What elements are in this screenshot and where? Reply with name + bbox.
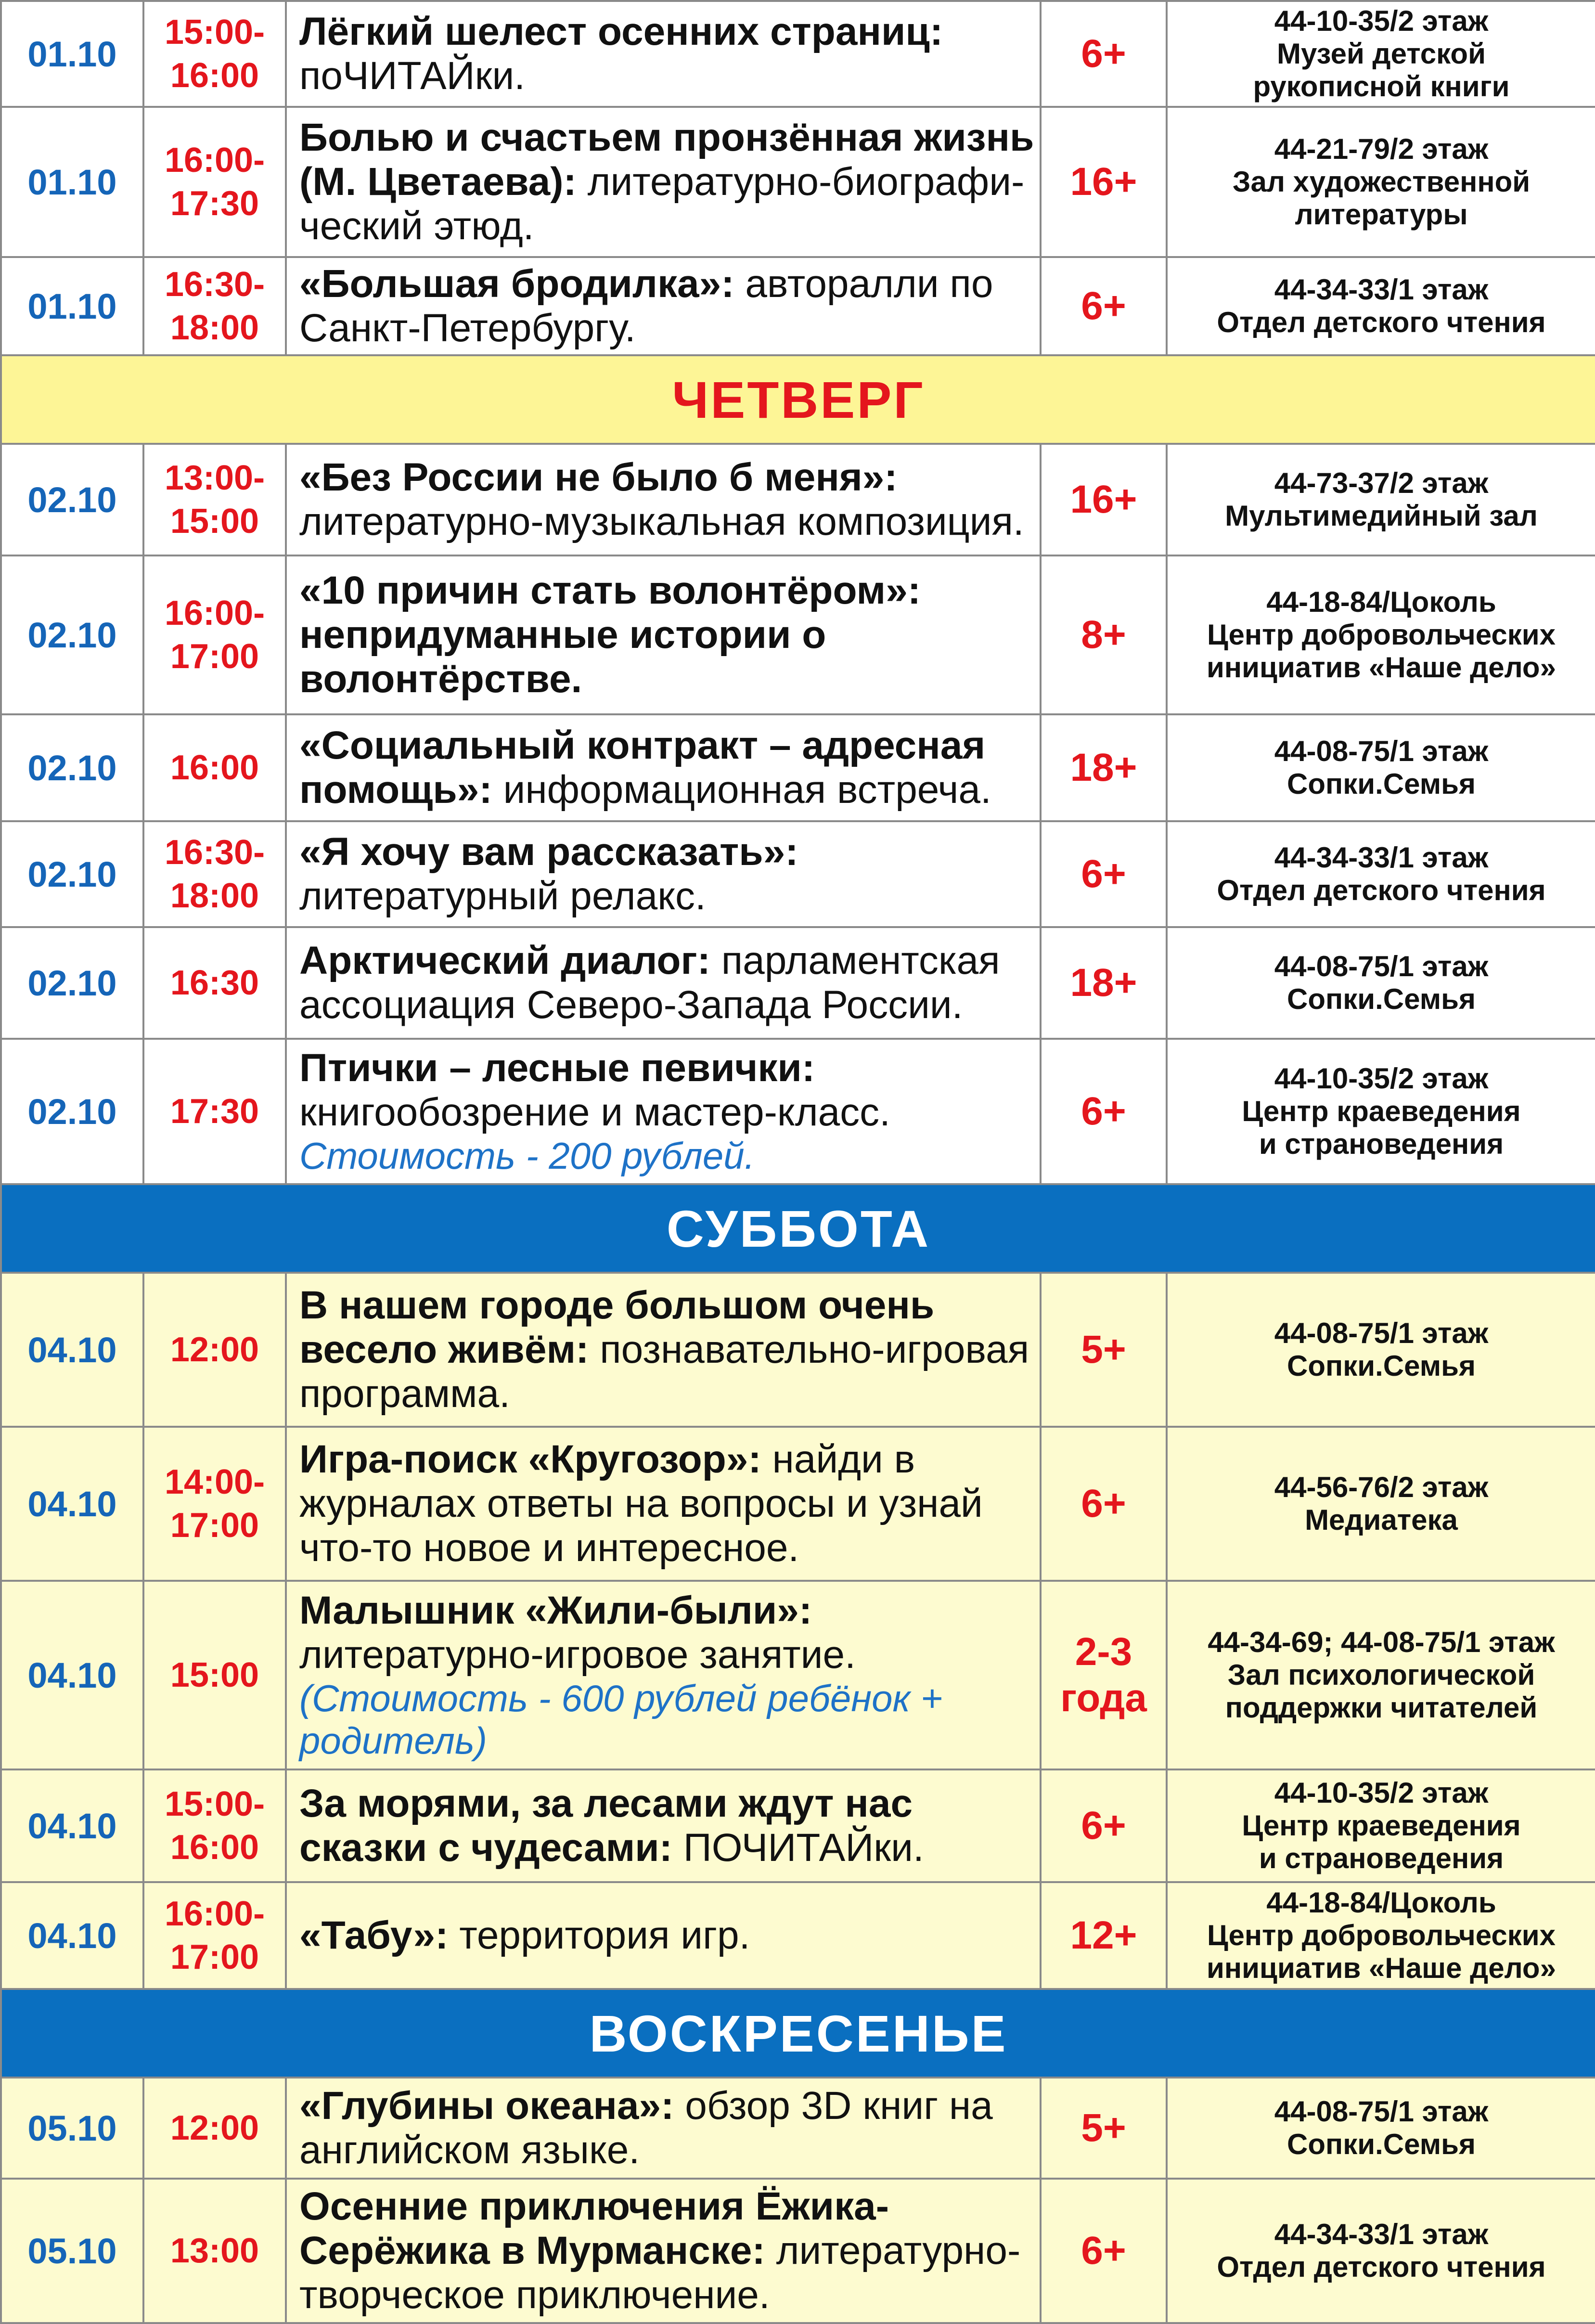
day-header-row xyxy=(1,1184,1595,1273)
age-rating: 2-3 года xyxy=(1041,1581,1167,1769)
price-note: Стоимость - 200 рублей. xyxy=(299,1135,755,1177)
event-description: Осенние приключения Ёжика-Серёжика в Мурманске: литературно-творческое приключение. xyxy=(286,2179,1041,2323)
age-rating: 18+ xyxy=(1041,927,1167,1039)
event-date: 01.10 xyxy=(1,257,143,355)
age-rating: 18+ xyxy=(1041,714,1167,821)
event-date: 02.10 xyxy=(1,1039,143,1184)
event-date: 01.10 xyxy=(1,1,143,107)
age-rating: 5+ xyxy=(1041,2078,1167,2179)
event-date: 04.10 xyxy=(1,1581,143,1769)
event-description: За морями, за лесами ждут нас сказки с чудесами: ПОЧИТАЙки. xyxy=(286,1769,1041,1882)
event-time: 15:00- 16:00 xyxy=(143,1769,286,1882)
event-time: 15:00- 16:00 xyxy=(143,1,286,107)
age-rating: 6+ xyxy=(1041,1,1167,107)
event-description: «10 причин стать волонтёром»: непридуманные истории о волонтёрстве. xyxy=(286,555,1041,714)
table-row xyxy=(1,1882,1595,1989)
table-row xyxy=(1,1273,1595,1427)
table-row xyxy=(1,1769,1595,1882)
event-location: 44-73-37/2 этаж Мультимедийный зал xyxy=(1167,444,1595,555)
event-date: 02.10 xyxy=(1,555,143,714)
event-description: В нашем городе большом очень весело живём: познавательно-игровая программа. xyxy=(286,1273,1041,1427)
table-row xyxy=(1,1427,1595,1581)
table-row xyxy=(1,2078,1595,2179)
event-date: 04.10 xyxy=(1,1769,143,1882)
event-description: Лёгкий шелест осенних страниц: поЧИТАЙки. xyxy=(286,1,1041,107)
event-location: 44-08-75/1 этаж Сопки.Семья xyxy=(1167,1273,1595,1427)
event-location: 44-34-33/1 этаж Отдел детского чтения xyxy=(1167,257,1595,355)
age-rating: 16+ xyxy=(1041,107,1167,257)
event-description: «Социальный контракт – адресная помощь»: информационная встреча. xyxy=(286,714,1041,821)
day-header-sunday: ВОСКРЕСЕНЬЕ xyxy=(1,1989,1595,2078)
table-row xyxy=(1,1039,1595,1184)
event-date: 04.10 xyxy=(1,1273,143,1427)
age-rating: 6+ xyxy=(1041,257,1167,355)
age-rating: 6+ xyxy=(1041,1427,1167,1581)
day-header-row xyxy=(1,1989,1595,2078)
table-row xyxy=(1,927,1595,1039)
table-row xyxy=(1,821,1595,927)
event-location: 44-34-33/1 этаж Отдел детского чтения xyxy=(1167,821,1595,927)
age-rating: 8+ xyxy=(1041,555,1167,714)
event-location: 44-08-75/1 этаж Сопки.Семья xyxy=(1167,714,1595,821)
event-time: 12:00 xyxy=(143,1273,286,1427)
event-time: 16:00- 17:00 xyxy=(143,1882,286,1989)
age-rating: 6+ xyxy=(1041,821,1167,927)
event-date: 01.10 xyxy=(1,107,143,257)
event-description: «Большая бродилка»: авторалли по Санкт-Петербургу. xyxy=(286,257,1041,355)
event-description: Малышник «Жили-были»: литературно-игровое занятие. (Стоимость - 600 рублей ребёнок + родитель) xyxy=(286,1581,1041,1769)
event-location: 44-10-35/2 этаж Центр краеведения и страноведения xyxy=(1167,1039,1595,1184)
event-date: 04.10 xyxy=(1,1427,143,1581)
age-rating: 5+ xyxy=(1041,1273,1167,1427)
event-date: 02.10 xyxy=(1,821,143,927)
event-location: 44-56-76/2 этаж Медиатека xyxy=(1167,1427,1595,1581)
event-location: 44-08-75/1 этаж Сопки.Семья xyxy=(1167,927,1595,1039)
table-row xyxy=(1,257,1595,355)
event-date: 02.10 xyxy=(1,444,143,555)
event-description: «Глубины океана»: обзор 3D книг на английском языке. xyxy=(286,2078,1041,2179)
day-header-thursday: ЧЕТВЕРГ xyxy=(1,355,1595,444)
event-date: 04.10 xyxy=(1,1882,143,1989)
age-rating: 16+ xyxy=(1041,444,1167,555)
table-row xyxy=(1,2179,1595,2323)
event-description: «Я хочу вам рассказать»: литературный релакс. xyxy=(286,821,1041,927)
table-row xyxy=(1,107,1595,257)
age-rating: 12+ xyxy=(1041,1882,1167,1989)
table-row xyxy=(1,555,1595,714)
event-time: 16:30- 18:00 xyxy=(143,821,286,927)
event-time: 15:00 xyxy=(143,1581,286,1769)
age-rating: 6+ xyxy=(1041,1769,1167,1882)
event-description: Болью и счастьем пронзённая жизнь (М. Цветаева): литературно-биографи-ческий этюд. xyxy=(286,107,1041,257)
event-date: 02.10 xyxy=(1,927,143,1039)
event-location: 44-18-84/Цоколь Центр добровольческих инициатив «Наше дело» xyxy=(1167,555,1595,714)
event-location: 44-10-35/2 этаж Музей детской рукописной книги xyxy=(1167,1,1595,107)
age-rating: 6+ xyxy=(1041,1039,1167,1184)
day-header-saturday: СУББОТА xyxy=(1,1184,1595,1273)
event-location: 44-10-35/2 этаж Центр краеведения и страноведения xyxy=(1167,1769,1595,1882)
event-time: 16:00- 17:00 xyxy=(143,555,286,714)
event-location: 44-08-75/1 этаж Сопки.Семья xyxy=(1167,2078,1595,2179)
day-header-row xyxy=(1,355,1595,444)
event-location: 44-34-69; 44-08-75/1 этаж Зал психологической поддержки читателей xyxy=(1167,1581,1595,1769)
price-note: (Стоимость - 600 рублей ребёнок + родитель) xyxy=(299,1677,943,1762)
table-row xyxy=(1,714,1595,821)
table-row xyxy=(1,1,1595,107)
event-description: Игра-поиск «Кругозор»: найди в журналах ответы на вопросы и узнай что-то новое и интересное. xyxy=(286,1427,1041,1581)
event-time: 16:00 xyxy=(143,714,286,821)
event-time: 14:00- 17:00 xyxy=(143,1427,286,1581)
event-time: 16:30 xyxy=(143,927,286,1039)
table-row xyxy=(1,444,1595,555)
event-description: «Без России не было б меня»: литературно-музыкальная композиция. xyxy=(286,444,1041,555)
event-time: 13:00- 15:00 xyxy=(143,444,286,555)
event-description: Птички – лесные певички: книгообозрение и мастер-класс. Стоимость - 200 рублей. xyxy=(286,1039,1041,1184)
event-description: Арктический диалог: парламентская ассоциация Северо-Запада России. xyxy=(286,927,1041,1039)
event-time: 16:00- 17:30 xyxy=(143,107,286,257)
event-date: 05.10 xyxy=(1,2078,143,2179)
event-time: 12:00 xyxy=(143,2078,286,2179)
event-description: «Табу»: территория игр. xyxy=(286,1882,1041,1989)
event-time: 17:30 xyxy=(143,1039,286,1184)
event-time: 13:00 xyxy=(143,2179,286,2323)
age-rating: 6+ xyxy=(1041,2179,1167,2323)
event-time: 16:30- 18:00 xyxy=(143,257,286,355)
table-row xyxy=(1,1581,1595,1769)
event-date: 05.10 xyxy=(1,2179,143,2323)
event-date: 02.10 xyxy=(1,714,143,821)
event-location: 44-21-79/2 этаж Зал художественной литературы xyxy=(1167,107,1595,257)
event-location: 44-34-33/1 этаж Отдел детского чтения xyxy=(1167,2179,1595,2323)
event-location: 44-18-84/Цоколь Центр добровольческих инициатив «Наше дело» xyxy=(1167,1882,1595,1989)
